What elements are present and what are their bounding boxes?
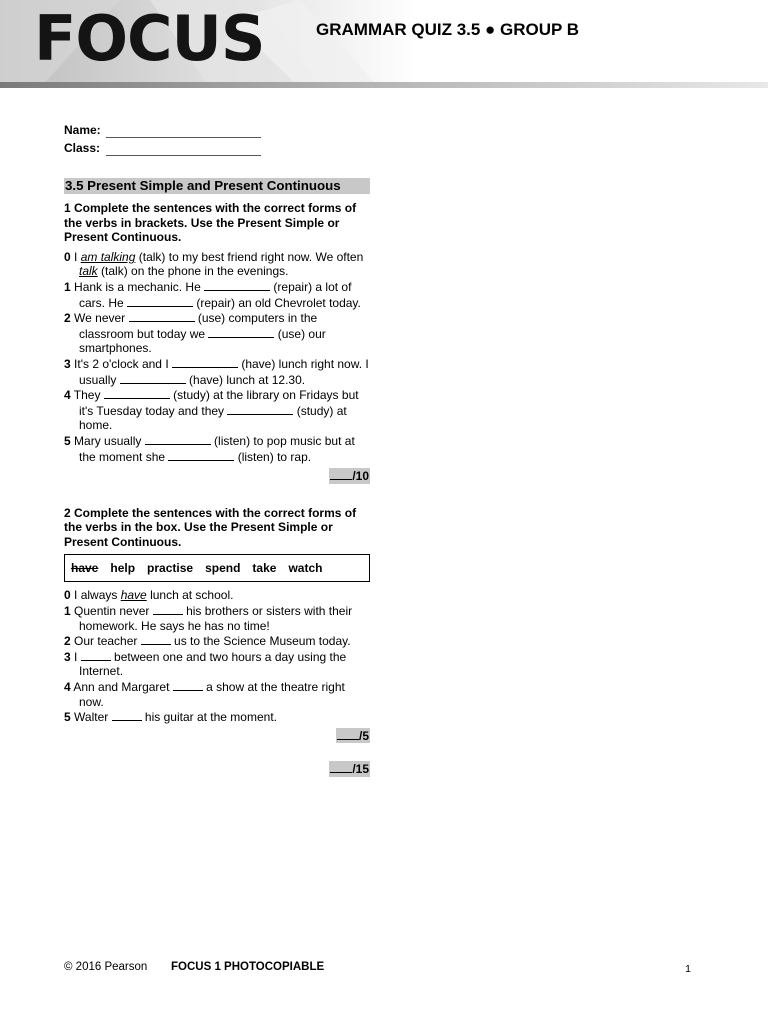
score-line[interactable]	[330, 761, 352, 773]
word-box-item: watch	[288, 561, 323, 576]
item-number: 0	[64, 249, 71, 264]
item-number: 3	[64, 649, 71, 664]
exercise1-item	[64, 310, 370, 356]
exercise2-score	[336, 728, 370, 744]
score-max: /15	[352, 762, 369, 777]
item-text: (repair) a lot of cars. He	[79, 279, 352, 310]
answer-gap[interactable]	[208, 326, 274, 338]
answer-gap[interactable]	[129, 310, 195, 322]
item-text: (talk) to my best friend right now. We often	[135, 249, 364, 264]
answer-gap[interactable]	[172, 356, 238, 368]
item-text: We never	[70, 311, 129, 326]
item-text: lunch at school.	[146, 588, 234, 603]
score-line[interactable]	[330, 468, 352, 480]
focus-logo: FOCUS	[34, 2, 265, 75]
name-line[interactable]	[106, 126, 261, 138]
item-number: 3	[64, 356, 71, 371]
exercise1-item	[64, 387, 370, 433]
exercise1-score-row	[64, 468, 370, 484]
item-text: (talk) on the phone in the evenings.	[97, 264, 289, 279]
score-max: /10	[352, 469, 369, 484]
item-text: (study) at the library on Fridays but it's Tuesday today and they	[79, 388, 359, 418]
name-field	[64, 120, 370, 138]
item-text: (listen) to rap.	[234, 449, 312, 464]
item-text: I	[70, 249, 81, 264]
exercise1-score	[329, 468, 370, 484]
answer-gap[interactable]	[153, 603, 183, 615]
item-number: 2	[64, 311, 71, 326]
item-number: 4	[64, 388, 71, 403]
exercise2-item	[64, 603, 370, 633]
answer-gap[interactable]	[81, 649, 111, 661]
item-text: Walter	[70, 710, 112, 725]
exercise1-example	[64, 250, 370, 279]
item-number: 1	[64, 279, 71, 294]
item-number: 5	[64, 710, 71, 725]
word-box-item: take	[252, 561, 277, 576]
answer-gap[interactable]	[104, 387, 170, 399]
answer-gap[interactable]	[145, 433, 211, 445]
exercise2-item	[64, 679, 370, 709]
item-text: between one and two hours a day using the Internet.	[79, 649, 347, 679]
page-number: 1	[685, 963, 691, 975]
item-text: (study) at home.	[79, 403, 347, 433]
item-number: 5	[64, 433, 71, 448]
item-text: I	[70, 649, 81, 664]
page-header	[0, 0, 768, 88]
item-text: (use) computers in the classroom but today we	[79, 311, 318, 341]
item-number: 4	[64, 680, 71, 695]
answer-gap[interactable]	[112, 709, 142, 721]
item-text: his brothers or sisters with their homework. He says he has no time!	[79, 604, 353, 633]
answer-gap[interactable]	[120, 372, 186, 384]
exercise2-item	[64, 709, 370, 725]
exercise2-item	[64, 649, 370, 679]
word-box-item: help	[110, 561, 136, 576]
quiz-content	[64, 120, 370, 777]
copyright: © 2016 Pearson	[64, 961, 148, 973]
example-answer: am talking	[80, 249, 136, 264]
answer-gap[interactable]	[141, 633, 171, 645]
answer-gap[interactable]	[173, 679, 203, 691]
item-number: 2	[64, 634, 71, 649]
example-answer: talk	[79, 264, 98, 279]
exercise1-item	[64, 356, 370, 387]
answer-gap[interactable]	[127, 295, 193, 307]
total-score-row	[64, 761, 370, 777]
item-text: his guitar at the moment.	[141, 710, 277, 725]
score-max: /5	[358, 728, 369, 743]
word-box-item: practise	[147, 561, 194, 576]
exercise1-instruction: 1 Complete the sentences with the correct forms of the verbs in brackets. Use the Present Simple or Present Continuous.	[64, 201, 357, 245]
item-text: (use) our smartphones.	[79, 326, 326, 356]
item-text: I always	[70, 588, 121, 603]
item-text: Mary usually	[70, 433, 145, 448]
item-text: It's 2 o'clock and I	[70, 356, 172, 371]
score-line[interactable]	[337, 728, 359, 740]
class-field	[64, 138, 370, 156]
class-line[interactable]	[106, 144, 261, 156]
exercise1-item	[64, 433, 370, 464]
exercise2-instruction: 2 Complete the sentences with the correct forms of the verbs in the box. Use the Present Simple or Present Continuous.	[64, 505, 357, 549]
word-box-item: have	[71, 561, 99, 576]
item-number: 1	[64, 604, 71, 619]
item-text: Our teacher	[70, 634, 141, 649]
item-number: 0	[64, 588, 71, 603]
item-text: Hank is a mechanic. He	[70, 279, 205, 294]
item-text: a show at the theatre right now.	[79, 680, 345, 709]
word-box-item: spend	[205, 561, 241, 576]
answer-gap[interactable]	[204, 279, 270, 291]
total-score	[329, 761, 370, 777]
header-rule	[0, 82, 768, 88]
example-answer: have	[120, 588, 147, 603]
quiz-title: GRAMMAR QUIZ 3.5 ● GROUP B	[316, 20, 580, 39]
item-text: (have) lunch at 12.30.	[185, 372, 306, 387]
class-label: Class:	[64, 141, 101, 156]
item-text: (repair) an old Chevrolet today.	[193, 295, 361, 310]
item-text: us to the Science Museum today.	[170, 634, 351, 649]
item-text: Quentin never	[70, 604, 153, 619]
exercise2-example	[64, 588, 370, 603]
exercise1-item	[64, 279, 370, 310]
exercise2-score-row	[64, 728, 370, 744]
section-title: 3.5 Present Simple and Present Continuous	[64, 178, 370, 194]
name-label: Name:	[64, 123, 101, 138]
word-box	[64, 554, 370, 582]
answer-gap[interactable]	[227, 403, 293, 415]
answer-gap[interactable]	[168, 449, 234, 461]
item-text: Ann and Margaret	[70, 680, 173, 695]
photocopiable-label: FOCUS 1 PHOTOCOPIABLE	[171, 961, 325, 973]
item-text: (listen) to pop music but at the moment she	[79, 433, 355, 464]
item-text: They	[70, 388, 104, 403]
exercise2-item	[64, 633, 370, 649]
item-text: (have) lunch right now. I usually	[79, 356, 369, 387]
